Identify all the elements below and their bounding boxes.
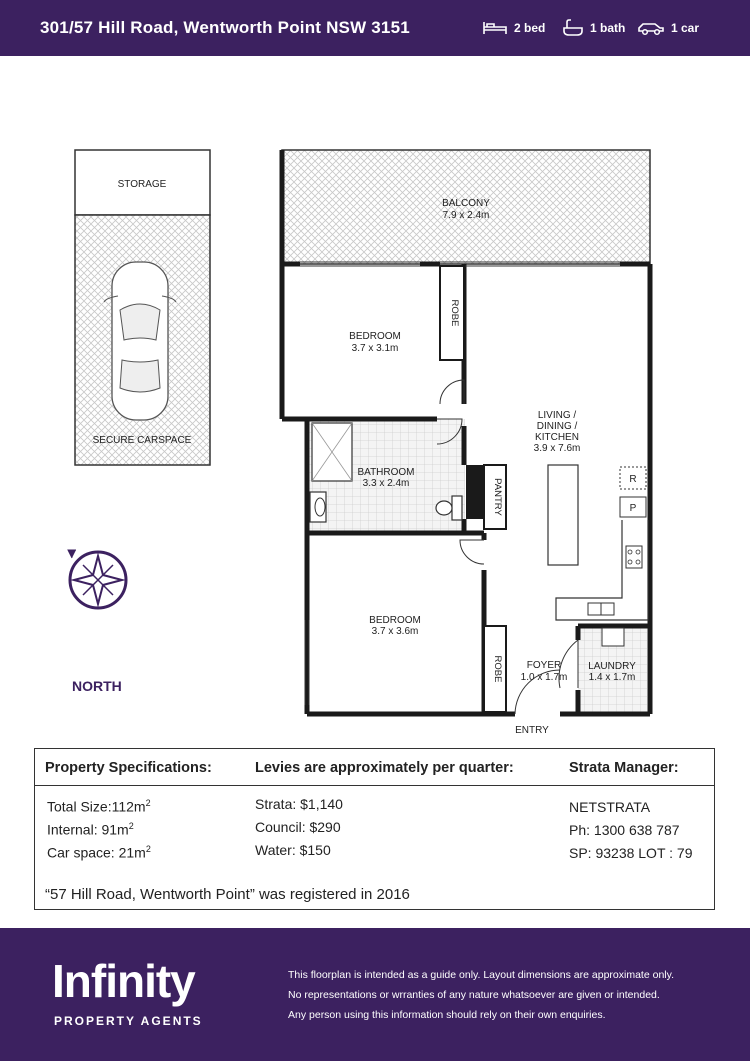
storage-label: STORAGE: [117, 179, 167, 190]
balcony-dimensions: 7.9 x 2.4m: [442, 210, 490, 221]
bedroom2-dimensions: 3.7 x 3.6m: [371, 626, 419, 637]
robe1: [440, 266, 464, 360]
car-space-size: [47, 844, 151, 861]
internal-value: 91m: [101, 821, 129, 838]
carspace-area: [75, 150, 210, 465]
total-size-value: 112m: [111, 798, 146, 815]
bedroom2-label: BEDROOM: [369, 615, 421, 626]
infinity-logo: Infinity: [52, 955, 195, 1007]
car-space-value: 21m: [118, 844, 146, 861]
car-icon: [637, 20, 665, 36]
north-label: NORTH: [72, 678, 122, 694]
bath-icon: [562, 19, 584, 37]
manager-phone: Ph: 1300 638 787: [569, 822, 680, 838]
cars-label: 1 car: [671, 21, 700, 35]
car-space-exponent: 2: [145, 844, 151, 854]
council-levy: Council: $290: [255, 819, 341, 835]
car-space-label: Car space:: [47, 844, 115, 861]
fridge-mark: R: [629, 474, 637, 485]
entry-label: ENTRY: [515, 725, 549, 736]
internal-size: [47, 821, 134, 838]
laundry-sink: [602, 628, 624, 646]
balcony: [282, 150, 650, 264]
footer-bar: [0, 928, 750, 1061]
property-address: 301/57 Hill Road, Wentworth Point NSW 3151: [40, 18, 410, 37]
living-label-1: LIVING /: [537, 410, 577, 421]
specs-divider: [35, 785, 714, 786]
balcony-label: BALCONY: [442, 198, 490, 209]
total-size: [47, 798, 151, 815]
pantry-label: PANTRY: [492, 478, 503, 516]
living-label-3: KITCHEN: [535, 432, 579, 443]
kitchen: [548, 465, 648, 620]
baths-label: 1 bath: [590, 21, 626, 35]
pantry: [466, 465, 506, 529]
total-size-label: Total Size:: [47, 798, 112, 815]
strata-heading: Strata Manager:: [569, 760, 679, 776]
levies-heading: Levies are approximately per quarter:: [255, 760, 514, 776]
laundry-dimensions: 1.4 x 1.7m: [588, 672, 636, 683]
foyer-label: FOYER: [526, 660, 562, 671]
property-specs-heading: Property Specifications:: [45, 760, 212, 776]
specs-table: [34, 748, 715, 910]
header-bar: [0, 0, 750, 56]
robe2: [484, 626, 506, 712]
logo-subtitle: PROPERTY AGENTS: [54, 1014, 203, 1028]
floor-plan: [0, 56, 750, 746]
robe1-label: ROBE: [449, 299, 460, 327]
living-dimensions: 3.9 x 7.6m: [533, 443, 581, 454]
bed-icon: [482, 20, 508, 36]
beds-label: 2 bed: [514, 21, 546, 35]
total-size-exponent: 2: [145, 798, 151, 808]
car-drawing: [104, 262, 176, 420]
beds-feature: [482, 16, 545, 40]
internal-exponent: 2: [128, 821, 134, 831]
foyer-dimensions: 1.0 x 1.7m: [520, 672, 568, 683]
bathroom-label: BATHROOM: [357, 467, 415, 478]
bedroom1-label: BEDROOM: [349, 331, 401, 342]
living-label-2: DINING /: [536, 421, 578, 432]
floor-plan-drawing: [0, 56, 750, 746]
manager-name: NETSTRATA: [569, 799, 651, 815]
strata-levy: Strata: $1,140: [255, 796, 343, 812]
cars-feature: [637, 16, 699, 40]
baths-feature: [562, 16, 625, 40]
carspace-label: SECURE CARSPACE: [92, 435, 192, 446]
disclaimer-line-2: No representations or wrranties of any nature whatsoever are given or intended.: [288, 989, 660, 1001]
bedroom1-dimensions: 3.7 x 3.1m: [351, 343, 399, 354]
manager-sp-lot: SP: 93238 LOT : 79: [569, 845, 693, 861]
disclaimer-line-1: This floorplan is intended as a guide only. Layout dimensions are approximate only.: [288, 969, 675, 981]
disclaimer-line-3: Any person using this information should rely on their own enquiries.: [288, 1009, 606, 1021]
laundry-label: LAUNDRY: [588, 661, 636, 672]
internal-label: Internal:: [47, 821, 98, 838]
robe2-label: ROBE: [492, 655, 503, 683]
water-levy: Water: $150: [255, 842, 331, 858]
bathroom-dimensions: 3.3 x 2.4m: [362, 478, 410, 489]
registration-note: “57 Hill Road, Wentworth Point” was registered in 2016: [45, 886, 410, 903]
pantry-mark: P: [629, 503, 637, 514]
compass-icon: [68, 550, 126, 608]
